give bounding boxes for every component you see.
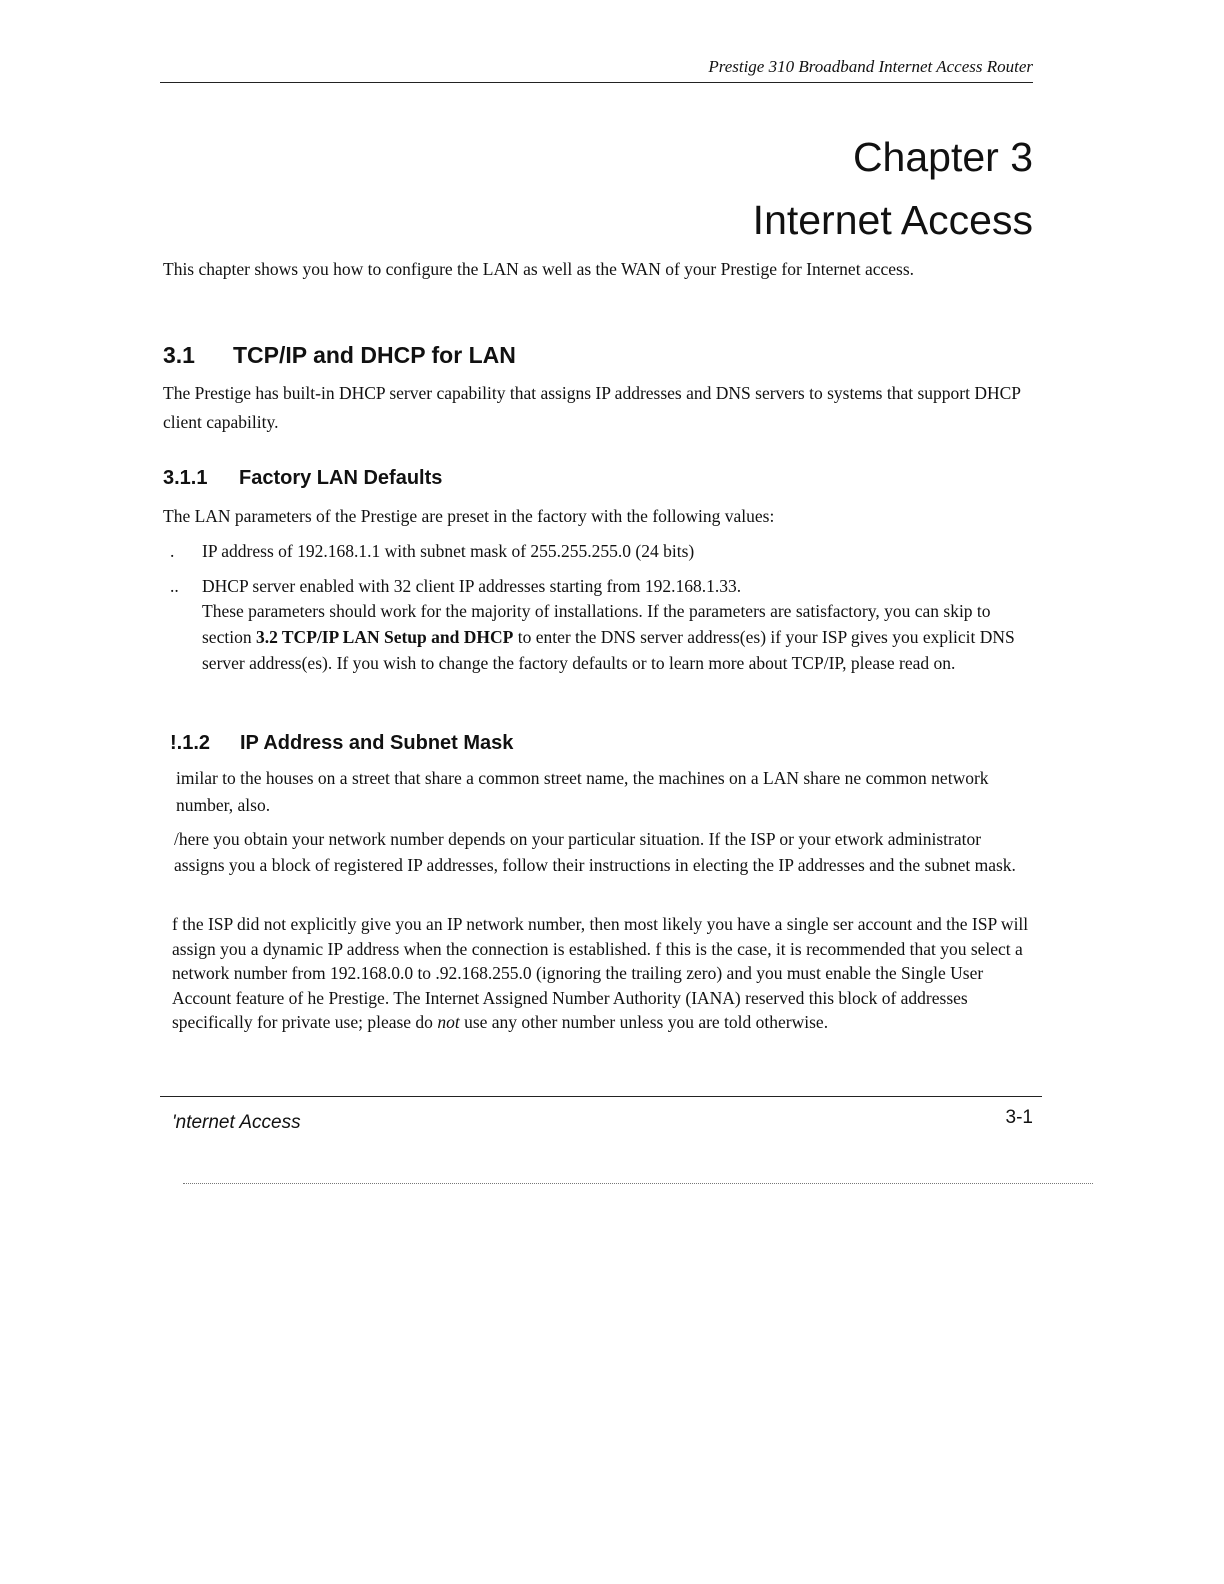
section-number: 3.1 xyxy=(163,342,195,368)
emphasis-text: not xyxy=(437,1012,460,1032)
list-item xyxy=(170,572,741,600)
section-title: TCP/IP and DHCP for LAN xyxy=(233,342,516,368)
list-item-text: IP address of 192.168.1.1 with subnet mask of 255.255.255.0 (24 bits) xyxy=(202,541,695,561)
list-bullet: .. xyxy=(170,576,179,596)
chapter-intro: This chapter shows you how to configure the LAN as well as the WAN of your Prestige for Internet access. xyxy=(163,259,915,279)
footer-rule xyxy=(160,1096,1042,1097)
list-item xyxy=(170,537,694,565)
footer-section-name: 'nternet Access xyxy=(172,1112,301,1133)
section-number: !.1.2 xyxy=(170,732,211,754)
section-heading-3-1 xyxy=(163,340,516,370)
section-heading-3-1-1 xyxy=(163,465,442,491)
section-heading-3-1-2 xyxy=(170,730,513,756)
defaults-note xyxy=(202,598,1022,676)
page-number: 3-1 xyxy=(1005,1107,1033,1128)
paragraph-text: f the ISP did not explicitly give you an IP network number, then most likely you have a single ser account and the ISP will assign you a dynamic IP address when the connection is established. f this is the case, it is recommended that you select a network number from 192.168.0.0 to .92.168.255.0 (ignoring the trailing zero) and you must enable the Single User Account feature of he Prestige. The Internet Assigned Number Authority (IANA) reserved this block of addresses specifically for private use; please do xyxy=(172,914,1029,1032)
section-3-1-body: The Prestige has built-in DHCP server capability that assigns IP addresses and DNS servers to systems that support DHCP client capability. xyxy=(163,383,1021,432)
scan-edge-line xyxy=(183,1183,1093,1184)
subnet-para-3 xyxy=(172,912,1042,1035)
section-title: Factory LAN Defaults xyxy=(239,467,443,489)
chapter-number: Chapter 3 xyxy=(852,134,1033,180)
list-bullet: . xyxy=(170,541,175,561)
running-header: Prestige 310 Broadband Internet Access Router xyxy=(708,57,1033,76)
note-text: to enter the DNS server address(es) if your ISP gives you explicit DNS server address(es). If you wish to change the factory defaults or to learn more about TCP/IP, please read on. xyxy=(202,627,1015,673)
list-item-text: DHCP server enabled with 32 client IP addresses starting from 192.168.1.33. xyxy=(202,576,742,596)
note-text: These parameters should work for the majority of installations. If the parameters are satisfactory, you can skip to section xyxy=(202,601,991,647)
section-3-1-1-body: The LAN parameters of the Prestige are preset in the factory with the following values: xyxy=(163,506,775,526)
section-cross-reference: 3.2 TCP/IP LAN Setup and DHCP xyxy=(255,627,514,647)
subnet-para-1: imilar to the houses on a street that share a common street name, the machines on a LAN share ne common network number, also. xyxy=(176,768,989,815)
section-title: IP Address and Subnet Mask xyxy=(240,732,514,754)
paragraph-text: use any other number unless you are told otherwise. xyxy=(459,1012,829,1032)
header-rule xyxy=(160,82,1033,83)
subnet-para-2: /here you obtain your network number depends on your particular situation. If the ISP or your etwork administrator assigns you a block of registered IP addresses, follow their instructions in electing the IP addresses and the subnet mask. xyxy=(174,829,1016,875)
chapter-title: Internet Access xyxy=(752,197,1033,243)
section-number: 3.1.1 xyxy=(163,467,208,489)
